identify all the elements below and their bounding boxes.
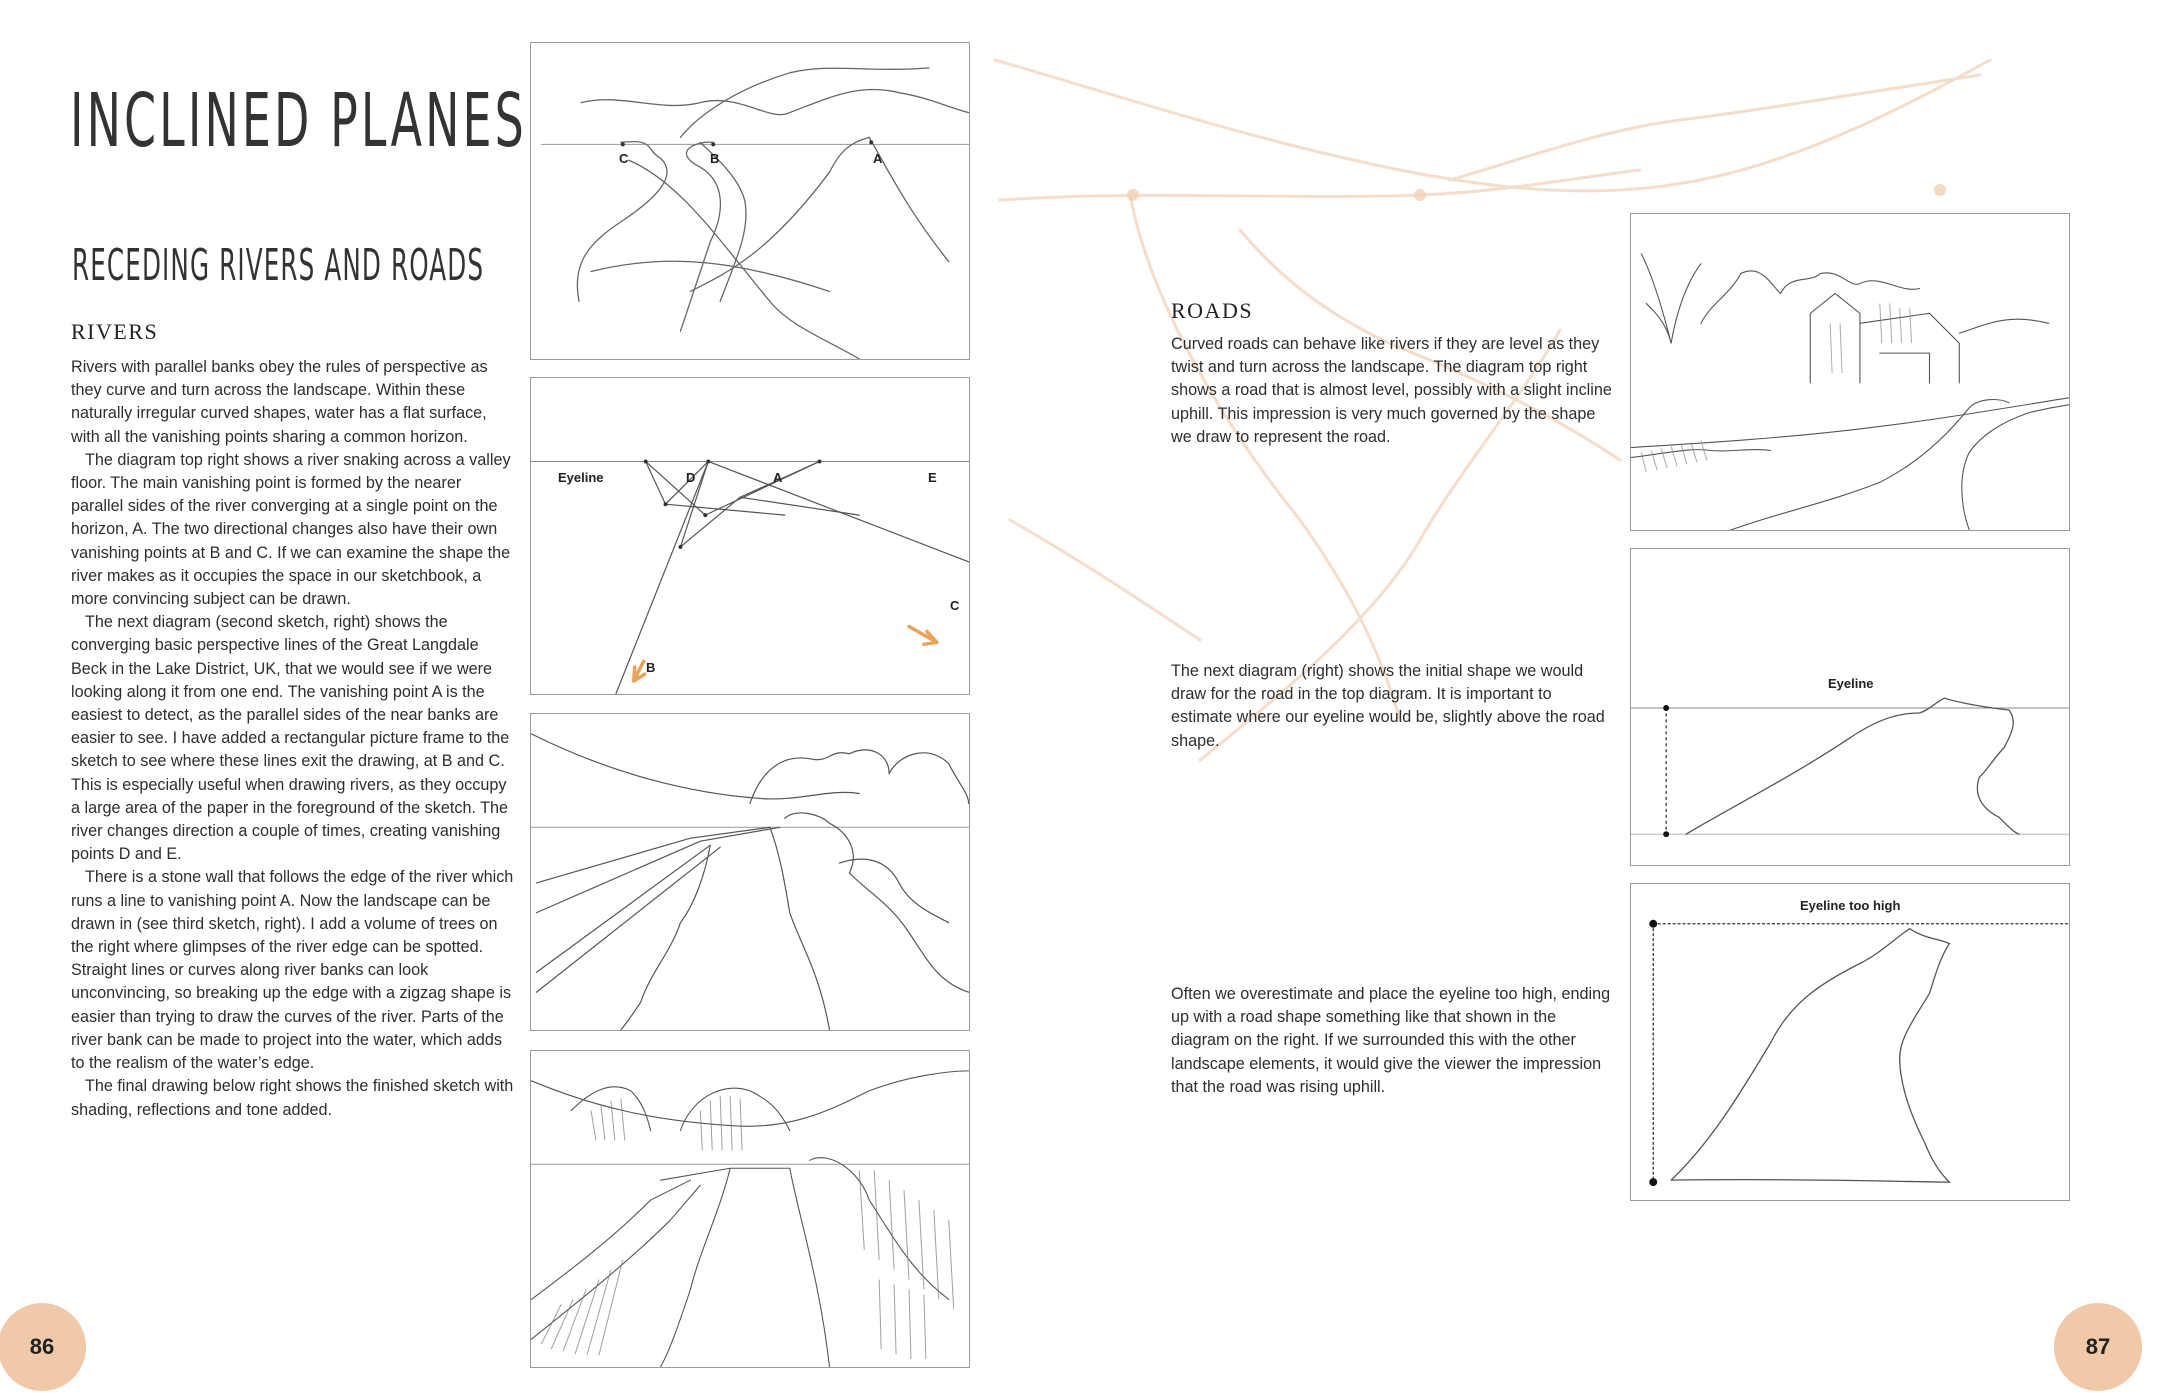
vp-label-c2: C bbox=[950, 598, 960, 613]
river-valley-sketch bbox=[531, 43, 969, 359]
page-number-left: 86 bbox=[0, 1303, 86, 1391]
eyeline-too-high-diagram bbox=[1630, 883, 2070, 1201]
vp-label-e: E bbox=[928, 470, 937, 485]
overestimate-text bbox=[1171, 983, 1616, 1099]
road-shape-drawing bbox=[1631, 549, 2069, 865]
roads-paragraph: Curved roads can behave like rivers if they are level as they twist and turn across the landscape. The diagram top right shows a road that is almost level, possibly with a slight incline uphill. This impression is very much governed by the shape we draw to represent the road. bbox=[1171, 335, 1612, 446]
rivers-heading: RIVERS bbox=[71, 319, 159, 344]
vp-label-a: A bbox=[873, 151, 883, 166]
vp-label-d: D bbox=[686, 470, 696, 485]
vp-label-c: C bbox=[619, 151, 629, 166]
next-diagram-paragraph: The next diagram (right) shows the initial shape we would draw for the road in the top diagram. It is important to estimate where our eyeline would be, slightly above the road shape. bbox=[1171, 662, 1605, 750]
finished-river-drawing bbox=[531, 1051, 969, 1367]
river-landscape-outline bbox=[530, 713, 970, 1031]
eyeline-too-high-label: Eyeline too high bbox=[1800, 898, 1901, 913]
rivers-paragraph-1: Rivers with parallel banks obey the rules of perspective as they curve and turn across the landscape. Within these naturally irregular curved shapes, water has a flat surface, with all the vanishing points sharing a common horizon. bbox=[71, 358, 488, 446]
rivers-paragraph-3: The next diagram (second sketch, right) shows the converging basic perspective lines of the Great Langdale Beck in the Lake District, UK, that we would see if we were looking along it from one end. The vanishing point A is the easiest to detect, as the parallel sides of the near banks are easier to see. I have added a rectangular picture frame to the sketch to see where these lines exit the drawing, at B and C. This is especially useful when drawing rivers, as they occupy a large area of the paper in the foreground of the sketch. The river changes direction a couple of times, creating vanishing points D and E. bbox=[71, 613, 510, 864]
next-diagram-text bbox=[1171, 660, 1616, 753]
eyeline-label: Eyeline bbox=[558, 470, 604, 485]
rivers-paragraph-5: The final drawing below right shows the finished sketch with shading, reflections and tone added. bbox=[71, 1077, 514, 1119]
arrow-icons bbox=[634, 626, 937, 681]
road-landscape-drawing bbox=[1631, 214, 2069, 530]
page-title: INCLINED PLANES bbox=[70, 78, 527, 164]
eyeline-too-high-drawing bbox=[1631, 884, 2069, 1200]
perspective-lines-sketch bbox=[531, 378, 969, 694]
river-landscape-sketch bbox=[531, 714, 969, 1030]
eyeline-label-road: Eyeline bbox=[1828, 676, 1874, 691]
vp-label-b: B bbox=[710, 151, 720, 166]
rivers-paragraph-4: There is a stone wall that follows the edge of the river which runs a line to vanishing point A. Now the landscape can be drawn in (see third sketch, right). I add a volume of trees on the right where glimpses of the river edge can be spotted. Straight lines or curves along river banks can look unconvincing, so breaking up the edge with a zigzag shape is easier than trying to draw the curves of the river. Parts of the river bank can be made to project into the water, which adds to the realism of the water’s edge. bbox=[71, 868, 514, 1073]
road-landscape-sketch bbox=[1630, 213, 2070, 531]
overestimate-paragraph: Often we overestimate and place the eyeline too high, ending up with a road shape something like that shown in the diagram on the right. If we surrounded this with the other landscape elements, it would give the viewer the impression that the road was rising uphill. bbox=[1171, 985, 1611, 1096]
finished-river-sketch bbox=[530, 1050, 970, 1368]
rivers-body bbox=[71, 356, 516, 1122]
section-subtitle: RECEDING RIVERS AND ROADS bbox=[72, 240, 485, 291]
perspective-lines-diagram bbox=[530, 377, 970, 695]
road-shape-eyeline-diagram bbox=[1630, 548, 2070, 866]
vp-label-a2: A bbox=[773, 470, 783, 485]
roads-heading: ROADS bbox=[1171, 298, 1254, 323]
page-number-right: 87 bbox=[2054, 1303, 2142, 1391]
river-valley-diagram bbox=[530, 42, 970, 360]
vp-label-b2: B bbox=[646, 660, 656, 675]
roads-body bbox=[1171, 333, 1616, 449]
rivers-paragraph-2: The diagram top right shows a river snaking across a valley floor. The main vanishing point is formed by the nearer parallel sides of the river converging at a single point on the horizon, A. The two directional changes also have their own vanishing points at B and C. If we can examine the shape the river makes as it occupies the space in our sketchbook, a more convincing subject can be drawn. bbox=[71, 450, 511, 609]
